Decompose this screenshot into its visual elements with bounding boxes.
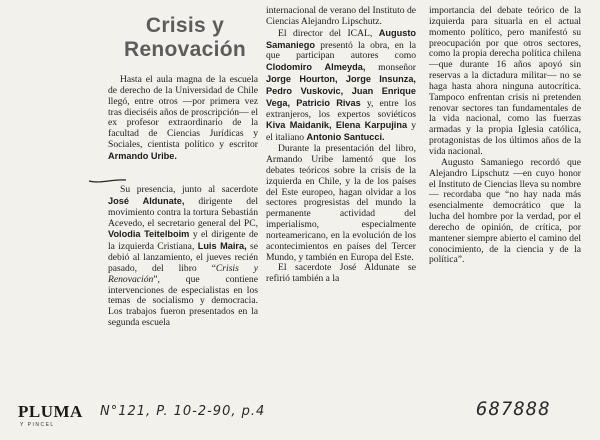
book-title: Crisis y Renovación bbox=[108, 262, 258, 285]
pen-mark-arrow bbox=[88, 175, 128, 187]
archive-number: 687888 bbox=[476, 398, 551, 420]
paragraph: El sacerdote José Aldunate se refirió también a la bbox=[266, 262, 416, 285]
person-name: Augusto Samaniego bbox=[266, 27, 416, 50]
person-name: Luis Maira, bbox=[197, 241, 247, 252]
paragraph: Hasta el aula magna de la escuela de derecho de la Universidad de Chile llegó, entre otros —por primera vez tras dieciséis años de proscripción— el ex profesor extraordinario de la facultad de Ciencias Jurídicas y Sociales, cientista político y escritor Armando Uribe. bbox=[108, 74, 258, 161]
article-title bbox=[110, 14, 260, 62]
person-name: Armando Uribe. bbox=[108, 150, 177, 161]
title-line-2: Renovación bbox=[123, 38, 247, 61]
paragraph: Durante la presentación del libro, Armando Uribe lamentó que los debates teóricos sobre la crisis de la izquierda en Chile, y la de los países del Este europeo, hagan olvidar a los sectores progresistas del mundo la permanente actividad del imperialismo, especialmente norteamericano, en la evolución de los acontecimientos en países del Tercer Mundo, y también en Europa del Este. bbox=[266, 143, 416, 263]
paragraph: Su presencia, junto al sacerdote José Aldunate, dirigente del movimiento contra la tortura Sebastián Acevedo, el secretario general del PC, Volodia Teitelboim y el dirigente de la izquierda Cristiana, Luis Maira, se debió al lanzamiento, el jueves recién pasado, del libro “Crisis y Renovación”, que contiene intervenciones de especialistas en los temas de socialismo y democracia. Los trabajos fueron presentados en la segunda escuela bbox=[108, 184, 259, 329]
person-name: Kiva Maidanik, Elena Karpujina bbox=[266, 120, 408, 131]
person-name: Volodia Teitelboim bbox=[108, 229, 190, 240]
paragraph: El director del ICAL, Augusto Samaniego presentó la obra, en la que participan autores como Clodomiro Almeyda, monseñor Jorge Hourton, Jorge Insunza, Pedro Vuskovic, Juan Enrique Vega, Patricio Rivas y, entre los extranjeros, los expertos soviéticos Kiva Maidanik, Elena Karpujina y el italiano Antonio Santucci. bbox=[266, 27, 417, 144]
person-name: José Aldunate, bbox=[108, 195, 185, 206]
article-column-2 bbox=[266, 6, 416, 285]
article-column-1 bbox=[108, 75, 258, 329]
person-name: Antonio Santucci. bbox=[306, 132, 385, 143]
paragraph: importancia del debate teórico de la izquierda para situarla en el actual momento político, pero manifestó su preocupación por que otros sectores, como la propia derecha política chilena —que durante 16 años apoyó sin reservas a la dictadura militar— no se haga hasta ahora ninguna autocrítica. Tampoco enfrentan crisis ni pretenden renovar sectores tan fundamentales de la vida nacional, como las fuerzas armadas y la propia Iglesia católica, protagonistas de los últimos años de la vida nacional. bbox=[429, 5, 581, 157]
clipping-footer bbox=[14, 396, 594, 436]
paragraph: Augusto Samaniego recordó que Alejandro Lipschutz —en cuyo honor el Instituto de Ciencias lleva su nombre— recordaba que “no hay nada más esencialmente democrático que la lucha del hombre por la verdad, por el derecho de opinión, de crítica, por mantener siempre abierto el camino del conocimiento, de la ciencia y de la política”. bbox=[429, 156, 581, 266]
publication-logo: PLUMA bbox=[18, 402, 83, 421]
article-column-3 bbox=[429, 6, 581, 266]
publication-logo-subtitle: Y PINCEL bbox=[20, 422, 55, 428]
person-name: Jorge Hourton, Jorge Insunza, Pedro Vuskovic, Juan Enrique Vega, Patricio Rivas bbox=[266, 74, 416, 108]
handwritten-citation: N°121, P. 10-2-90, p.4 bbox=[100, 404, 266, 419]
person-name: Clodomiro Almeyda, bbox=[266, 62, 366, 73]
title-line-1: Crisis y bbox=[145, 14, 225, 37]
paragraph: internacional de verano del Instituto de Ciencias Alejandro Lipschutz. bbox=[266, 5, 416, 27]
